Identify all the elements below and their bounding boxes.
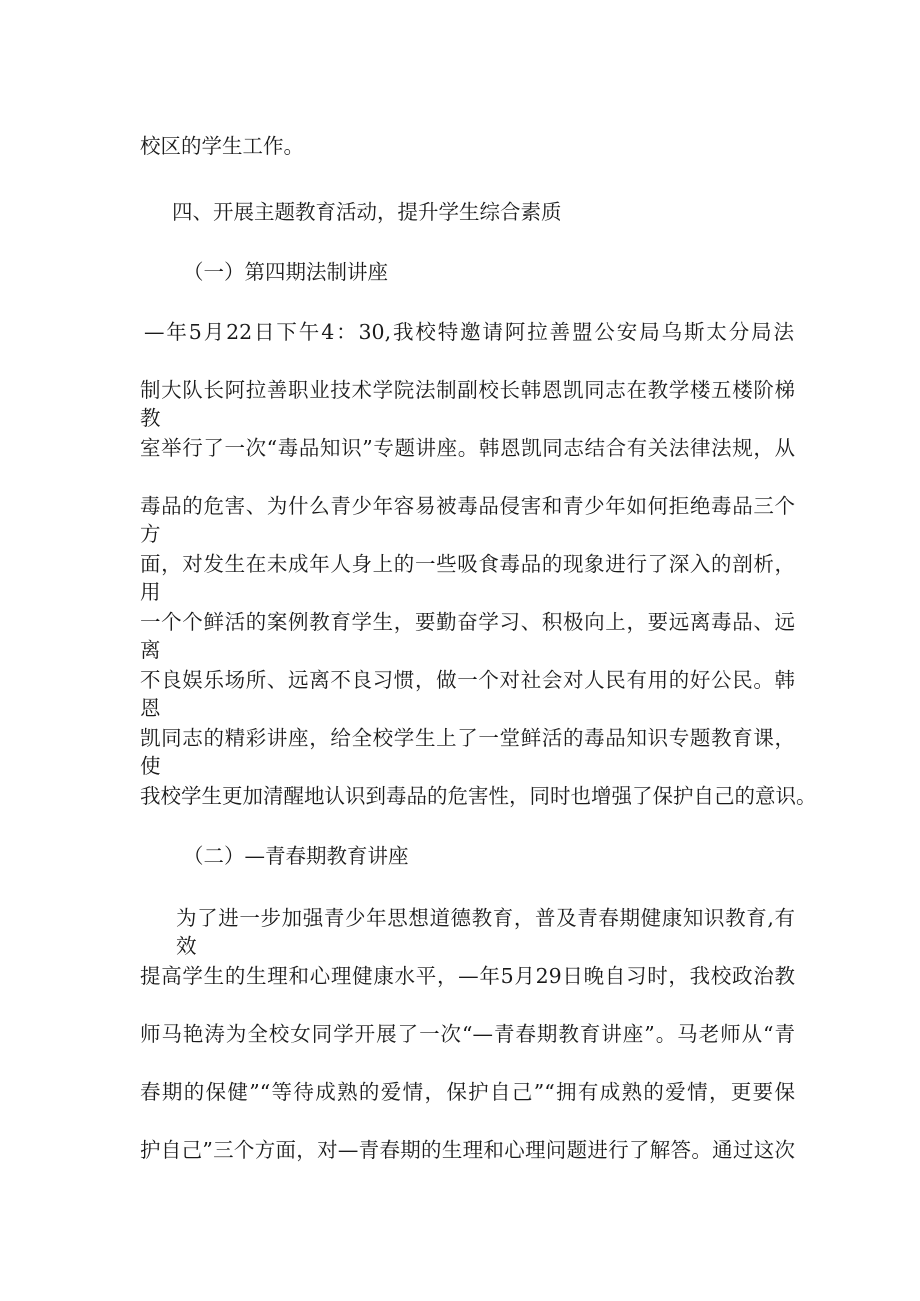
body-line: 我校学生更加清醒地认识到毒品的危害性，同时也增强了保护自己的意识。 [140,784,817,808]
body-line: 面，对发生在未成年人身上的一些吸食毒品的现象进行了深入的剖析，用 [140,552,795,604]
body-line: 凯同志的精彩讲座，给全校学生上了一堂鲜活的毒品知识专题教育课，使 [140,726,795,778]
body-line: 一个个鲜活的案例教育学生，要勤奋学习、积极向上，要远离毒品、远离 [140,610,795,662]
body-line: 室举行了一次“毒品知识”专题讲座。韩恩凯同志结合有关法律法规，从 [140,436,795,460]
body-line: 制大队长阿拉善职业技术学院法制副校长韩恩凯同志在教学楼五楼阶梯教 [140,378,795,430]
section-heading: 四、开展主题教育活动，提升学生综合素质 [172,200,562,224]
body-line: 不良娱乐场所、远离不良习惯，做一个对社会对人民有用的好公民。韩恩 [140,668,795,720]
subsection-heading-1: （一）第四期法制讲座 [183,260,388,284]
body-line: 护自己”三个方面，对—青春期的生理和心理问题进行了解答。通过这次 [140,1138,795,1162]
subsection-heading-2: （二）—青春期教育讲座 [183,844,409,868]
body-line: 师马艳涛为全校女同学开展了一次“—青春期教育讲座”。马老师从“青 [140,1022,795,1046]
body-line: 提高学生的生理和心理健康水平，—年5月29日晚自习时，我校政治教 [140,964,795,988]
body-line: 毒品的危害、为什么青少年容易被毒品侵害和青少年如何拒绝毒品三个方 [140,494,795,546]
body-line: —年5月22日下午4：30,我校特邀请阿拉善盟公安局乌斯太分局法 [144,320,794,344]
body-line: 春期的保健”“等待成熟的爱情，保护自己”“拥有成熟的爱情，更要保 [140,1080,795,1104]
paragraph-continuation: 校区的学生工作。 [140,134,304,158]
body-line: 为了进一步加强青少年思想道德教育，普及青春期健康知识教育,有效 [176,906,795,958]
